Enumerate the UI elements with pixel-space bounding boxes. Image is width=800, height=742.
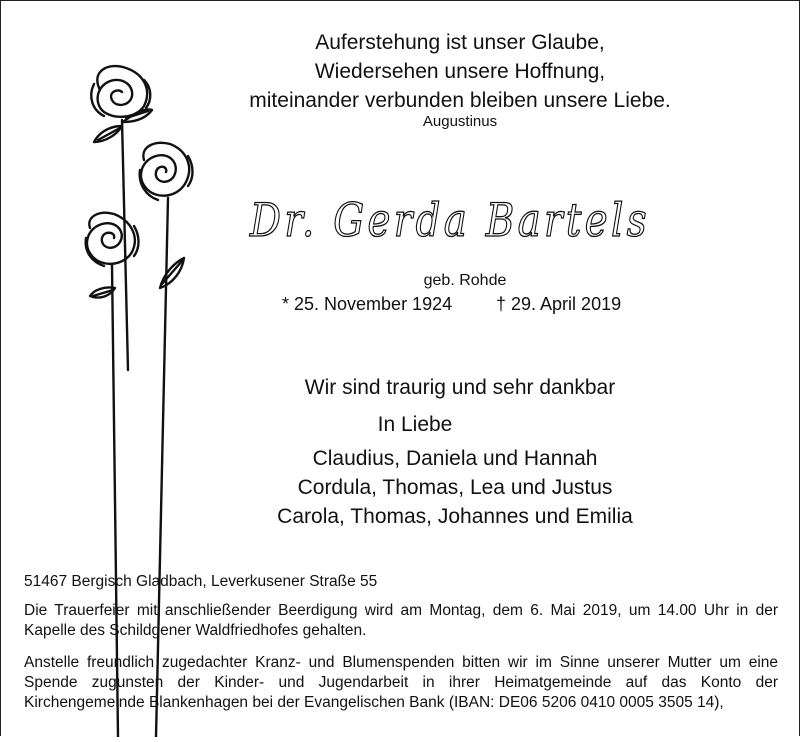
quote-block — [230, 28, 690, 115]
family-line: Claudius, Daniela und Hannah — [312, 447, 598, 470]
rose-lower-icon — [86, 213, 139, 266]
donation-info: Anstelle freundlich zugedachter Kranz- und Blumenspenden bitten wir im Sinne unserer Mutter um eine Spende zugunsten der Kinder- und Jugendarbeit in ihrer Heimatgemeinde auf das Konto der Kirchengemeinde Blankenhagen bei der Evangelischen Bank (IBAN: DE06 5206 0410 0005 3505 14), — [24, 654, 778, 711]
quote-line: miteinander verbunden bleiben unsere Liebe. — [249, 89, 671, 112]
quote-line: Auferstehung ist unser Glaube, — [315, 31, 605, 54]
family-list — [230, 444, 680, 531]
rose-middle-icon — [140, 143, 193, 200]
death-date: † 29. April 2019 — [496, 294, 622, 314]
quote-line: Wiedersehen unsere Hoffnung, — [314, 60, 606, 83]
rose-top-icon — [91, 66, 150, 117]
deceased-name-text: Dr. Gerda Bartels — [249, 193, 651, 247]
family-line: Carola, Thomas, Johannes und Emilia — [277, 505, 633, 528]
quote-author: Augustinus — [422, 113, 498, 130]
address: 51467 Bergisch Gladbach, Leverkusener Straße 55 — [24, 573, 378, 590]
message-love: In Liebe — [377, 413, 453, 436]
birth-date: * 25. November 1924 — [282, 294, 453, 314]
funeral-info: Die Trauerfeier mit anschließender Beerdigung wird am Montag, dem 6. Mai 2019, um 14.00 Uhr in der Kapelle des Schildgener Waldfriedhofes gehalten. — [24, 602, 778, 639]
birth-name: geb. Rohde — [423, 272, 507, 289]
message-sad: Wir sind traurig und sehr dankbar — [304, 376, 616, 399]
family-line: Cordula, Thomas, Lea und Justus — [297, 476, 613, 499]
deceased-name — [230, 178, 670, 262]
leaf-icons — [90, 110, 184, 298]
